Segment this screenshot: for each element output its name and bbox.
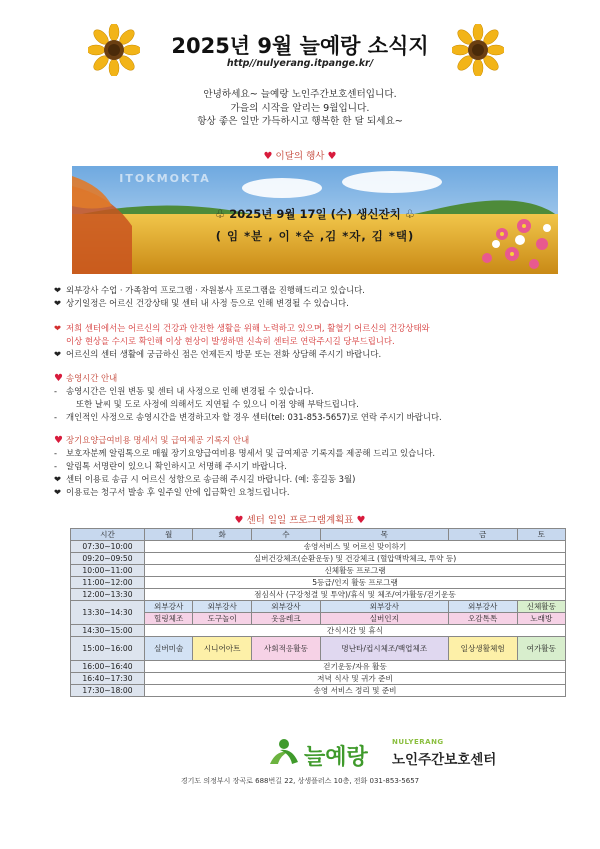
- heart-bullet-icon: ❤: [54, 323, 62, 333]
- event-heading-text: 이달의 행사: [275, 151, 325, 162]
- heart-bullet-icon: ❤: [54, 487, 62, 497]
- logo-english-name: NULYERANG: [392, 738, 444, 746]
- shuttle-line: - 개인적인 사정으로 송영시간을 변경하고자 할 경우 센터(tel: 031-853-5657)로 연락 주시기 바랍니다.: [54, 412, 442, 422]
- note-item: ❤ 저희 센터에서는 어르신의 건강과 안전한 생활을 위해 노력하고 있으며, 활혈기 어르신의 건강상태와: [54, 323, 430, 333]
- newsletter-title: 2025년 9월 늘예랑 소식지: [171, 34, 429, 58]
- table-row: [71, 601, 566, 613]
- activity-cell: 외부강사: [145, 601, 193, 613]
- table-row: [71, 613, 566, 625]
- time-cell: 16:40~17:30: [71, 673, 145, 685]
- heart-icon: ♥: [54, 435, 63, 446]
- activity-cell: 여가활동: [517, 637, 565, 661]
- activity-cell: 외부강사: [448, 601, 517, 613]
- activity-cell: 명난타/컵시체조/백업체조: [320, 637, 448, 661]
- billing-line: - 알림톡 서명란이 있으니 확인하시고 서명해 주시기 바랍니다.: [54, 461, 287, 471]
- banner-watermark: ITOKMOKTA: [119, 172, 211, 185]
- activity-cell: 송영 서비스 정리 및 준비: [145, 685, 566, 697]
- activity-cell: 외부강사: [251, 601, 320, 613]
- activity-cell: 시니어아트: [193, 637, 252, 661]
- activity-cell: 사회적응활동: [251, 637, 320, 661]
- event-section-heading: [0, 148, 600, 162]
- schedule-heading: [0, 512, 600, 526]
- newsletter-header: [0, 22, 600, 82]
- note-item: ❤ 외부강사 수업 · 가족참여 프로그램 · 자원봉사 프로그램을 진행해드리고 있습니다.: [54, 285, 365, 295]
- time-cell: 10:00~11:00: [71, 565, 145, 577]
- activity-cell: 5등급/인지 활동 프로그램: [145, 577, 566, 589]
- billing-heading: ♥ 장기요양급여비용 명세서 및 급여제공 기록지 안내: [54, 435, 250, 446]
- activity-cell: 송영서비스 및 어르신 맞이하기: [145, 541, 566, 553]
- column-header: 목: [320, 529, 448, 541]
- column-header: 토: [517, 529, 565, 541]
- column-header: 금: [448, 529, 517, 541]
- activity-cell: 걷기운동/자유 활동: [145, 661, 566, 673]
- note-item: 이상 현상을 수시로 확인해 이상 현상이 발생하면 신속히 센터로 연락주시길 당부드립니다.: [66, 336, 395, 346]
- logo-name: 늘예랑: [304, 745, 368, 770]
- table-row: [71, 637, 566, 661]
- shuttle-line: - 송영시간은 인원 변동 및 센터 내 사정으로 인해 변경될 수 있습니다.: [54, 386, 314, 396]
- column-header: 시간: [71, 529, 145, 541]
- time-cell: 07:30~10:00: [71, 541, 145, 553]
- activity-cell: 저녁 식사 및 귀가 준비: [145, 673, 566, 685]
- note-item: ❤ 상기일정은 어르신 건강상태 및 센터 내 사정 등으로 인해 변경될 수 있습니다.: [54, 298, 349, 308]
- time-cell: 13:30~14:30: [71, 601, 145, 625]
- shuttle-heading: ♥ 송영시간 안내: [54, 373, 118, 384]
- billing-notice: [54, 434, 574, 499]
- activity-cell: 신체활동: [517, 601, 565, 613]
- table-row: [71, 589, 566, 601]
- activity-cell: 실버인지: [320, 613, 448, 625]
- activity-cell: 웃음레크: [251, 613, 320, 625]
- table-row: [71, 673, 566, 685]
- billing-line: - 보호자분께 알림톡으로 매월 장기요양급여비용 명세서 및 급여제공 기록지를 제공해 드리고 있습니다.: [54, 448, 436, 458]
- heart-icon: ♥: [234, 515, 244, 526]
- heart-bullet-icon: ❤: [54, 285, 62, 295]
- column-header: 월: [145, 529, 193, 541]
- activity-cell: 간식시간 및 휴식: [145, 625, 566, 637]
- table-row: [71, 553, 566, 565]
- daily-schedule-table: [70, 528, 566, 697]
- activity-cell: 실버건강체조(순환운동) 및 건강체크 (혈압맥박체크, 투약 등): [145, 553, 566, 565]
- activity-cell: 신체활동 프로그램: [145, 565, 566, 577]
- heart-icon: ♥: [54, 373, 63, 384]
- time-cell: 14:30~15:00: [71, 625, 145, 637]
- birthday-honorees: ( 임 *분 , 이 *순 ,김 *자, 김 *택): [215, 229, 415, 243]
- activity-cell: 점심식사 (구강청결 및 투약)/휴식 및 체조/여가활동/걷기운동: [145, 589, 566, 601]
- table-row: [71, 661, 566, 673]
- center-logo: [0, 736, 600, 770]
- greeting-line: 안녕하세요~ 늘예랑 노인주간보호센터입니다.: [203, 89, 397, 100]
- activity-cell: 외부강사: [320, 601, 448, 613]
- greeting-message: [0, 88, 600, 129]
- table-row: [71, 625, 566, 637]
- event-banner: [72, 166, 558, 274]
- table-row: [71, 577, 566, 589]
- greeting-line: 항상 좋은 일만 가득하시고 행복한 한 달 되세요~: [197, 116, 403, 127]
- heart-icon: ♥: [263, 151, 273, 162]
- logo-center-name: 노인주간보호센터: [392, 752, 497, 768]
- activity-cell: 오감톡톡: [448, 613, 517, 625]
- health-notes: [54, 322, 574, 361]
- activity-cell: 노래방: [517, 613, 565, 625]
- event-date-title: ♧ 2025년 9월 17일 (수) 생신잔치 ♧: [214, 207, 416, 221]
- heart-icon: ♥: [327, 151, 337, 162]
- table-row: [71, 685, 566, 697]
- activity-cell: 실버미술: [145, 637, 193, 661]
- activity-cell: 도구놀이: [193, 613, 252, 625]
- billing-line: ❤ 센터 이용료 송금 시 어르신 성함으로 송금해 주시길 바랍니다. (예: 홍길동 3월): [54, 474, 356, 484]
- shuttle-notice: [54, 372, 574, 424]
- center-logo-icon: [266, 736, 302, 768]
- shuttle-line: 또한 날씨 및 도로 사정에 의해서도 지연될 수 있으니 이점 양해 부탁드립니다.: [76, 399, 359, 409]
- table-row: [71, 565, 566, 577]
- billing-line: ❤ 이용료는 청구서 발송 후 일주일 안에 입금확인 요청드립니다.: [54, 487, 290, 497]
- table-row: [71, 541, 566, 553]
- heart-bullet-icon: ❤: [54, 349, 62, 359]
- time-cell: 11:00~12:00: [71, 577, 145, 589]
- center-address: 경기도 의정부시 장곡로 688번길 22, 상생플러스 10층, 전화 031-853-5657: [180, 777, 420, 785]
- time-cell: 15:00~16:00: [71, 637, 145, 661]
- time-cell: 16:00~16:40: [71, 661, 145, 673]
- heart-bullet-icon: ❤: [54, 474, 62, 484]
- time-cell: 17:30~18:00: [71, 685, 145, 697]
- heart-bullet-icon: ❤: [54, 298, 62, 308]
- greeting-line: 가을의 시작을 알리는 9월입니다.: [230, 102, 370, 114]
- website-url[interactable]: http//nulyerang.itpange.kr/: [226, 58, 374, 69]
- activity-cell: 외부강사: [193, 601, 252, 613]
- activity-cell: 힐링체조: [145, 613, 193, 625]
- table-header-row: [71, 529, 566, 541]
- column-header: 수: [251, 529, 320, 541]
- program-notes: [54, 284, 574, 310]
- activity-cell: 일상생활체험: [448, 637, 517, 661]
- heart-icon: ♥: [356, 515, 366, 526]
- note-item: ❤ 어르신의 센터 생활에 궁금하신 점은 언제든지 방문 또는 전화 상담해 주시기 바랍니다.: [54, 349, 382, 359]
- time-cell: 09:20~09:50: [71, 553, 145, 565]
- time-cell: 12:00~13:30: [71, 589, 145, 601]
- schedule-heading-text: 센터 일일 프로그램계획표: [246, 515, 354, 526]
- column-header: 화: [193, 529, 252, 541]
